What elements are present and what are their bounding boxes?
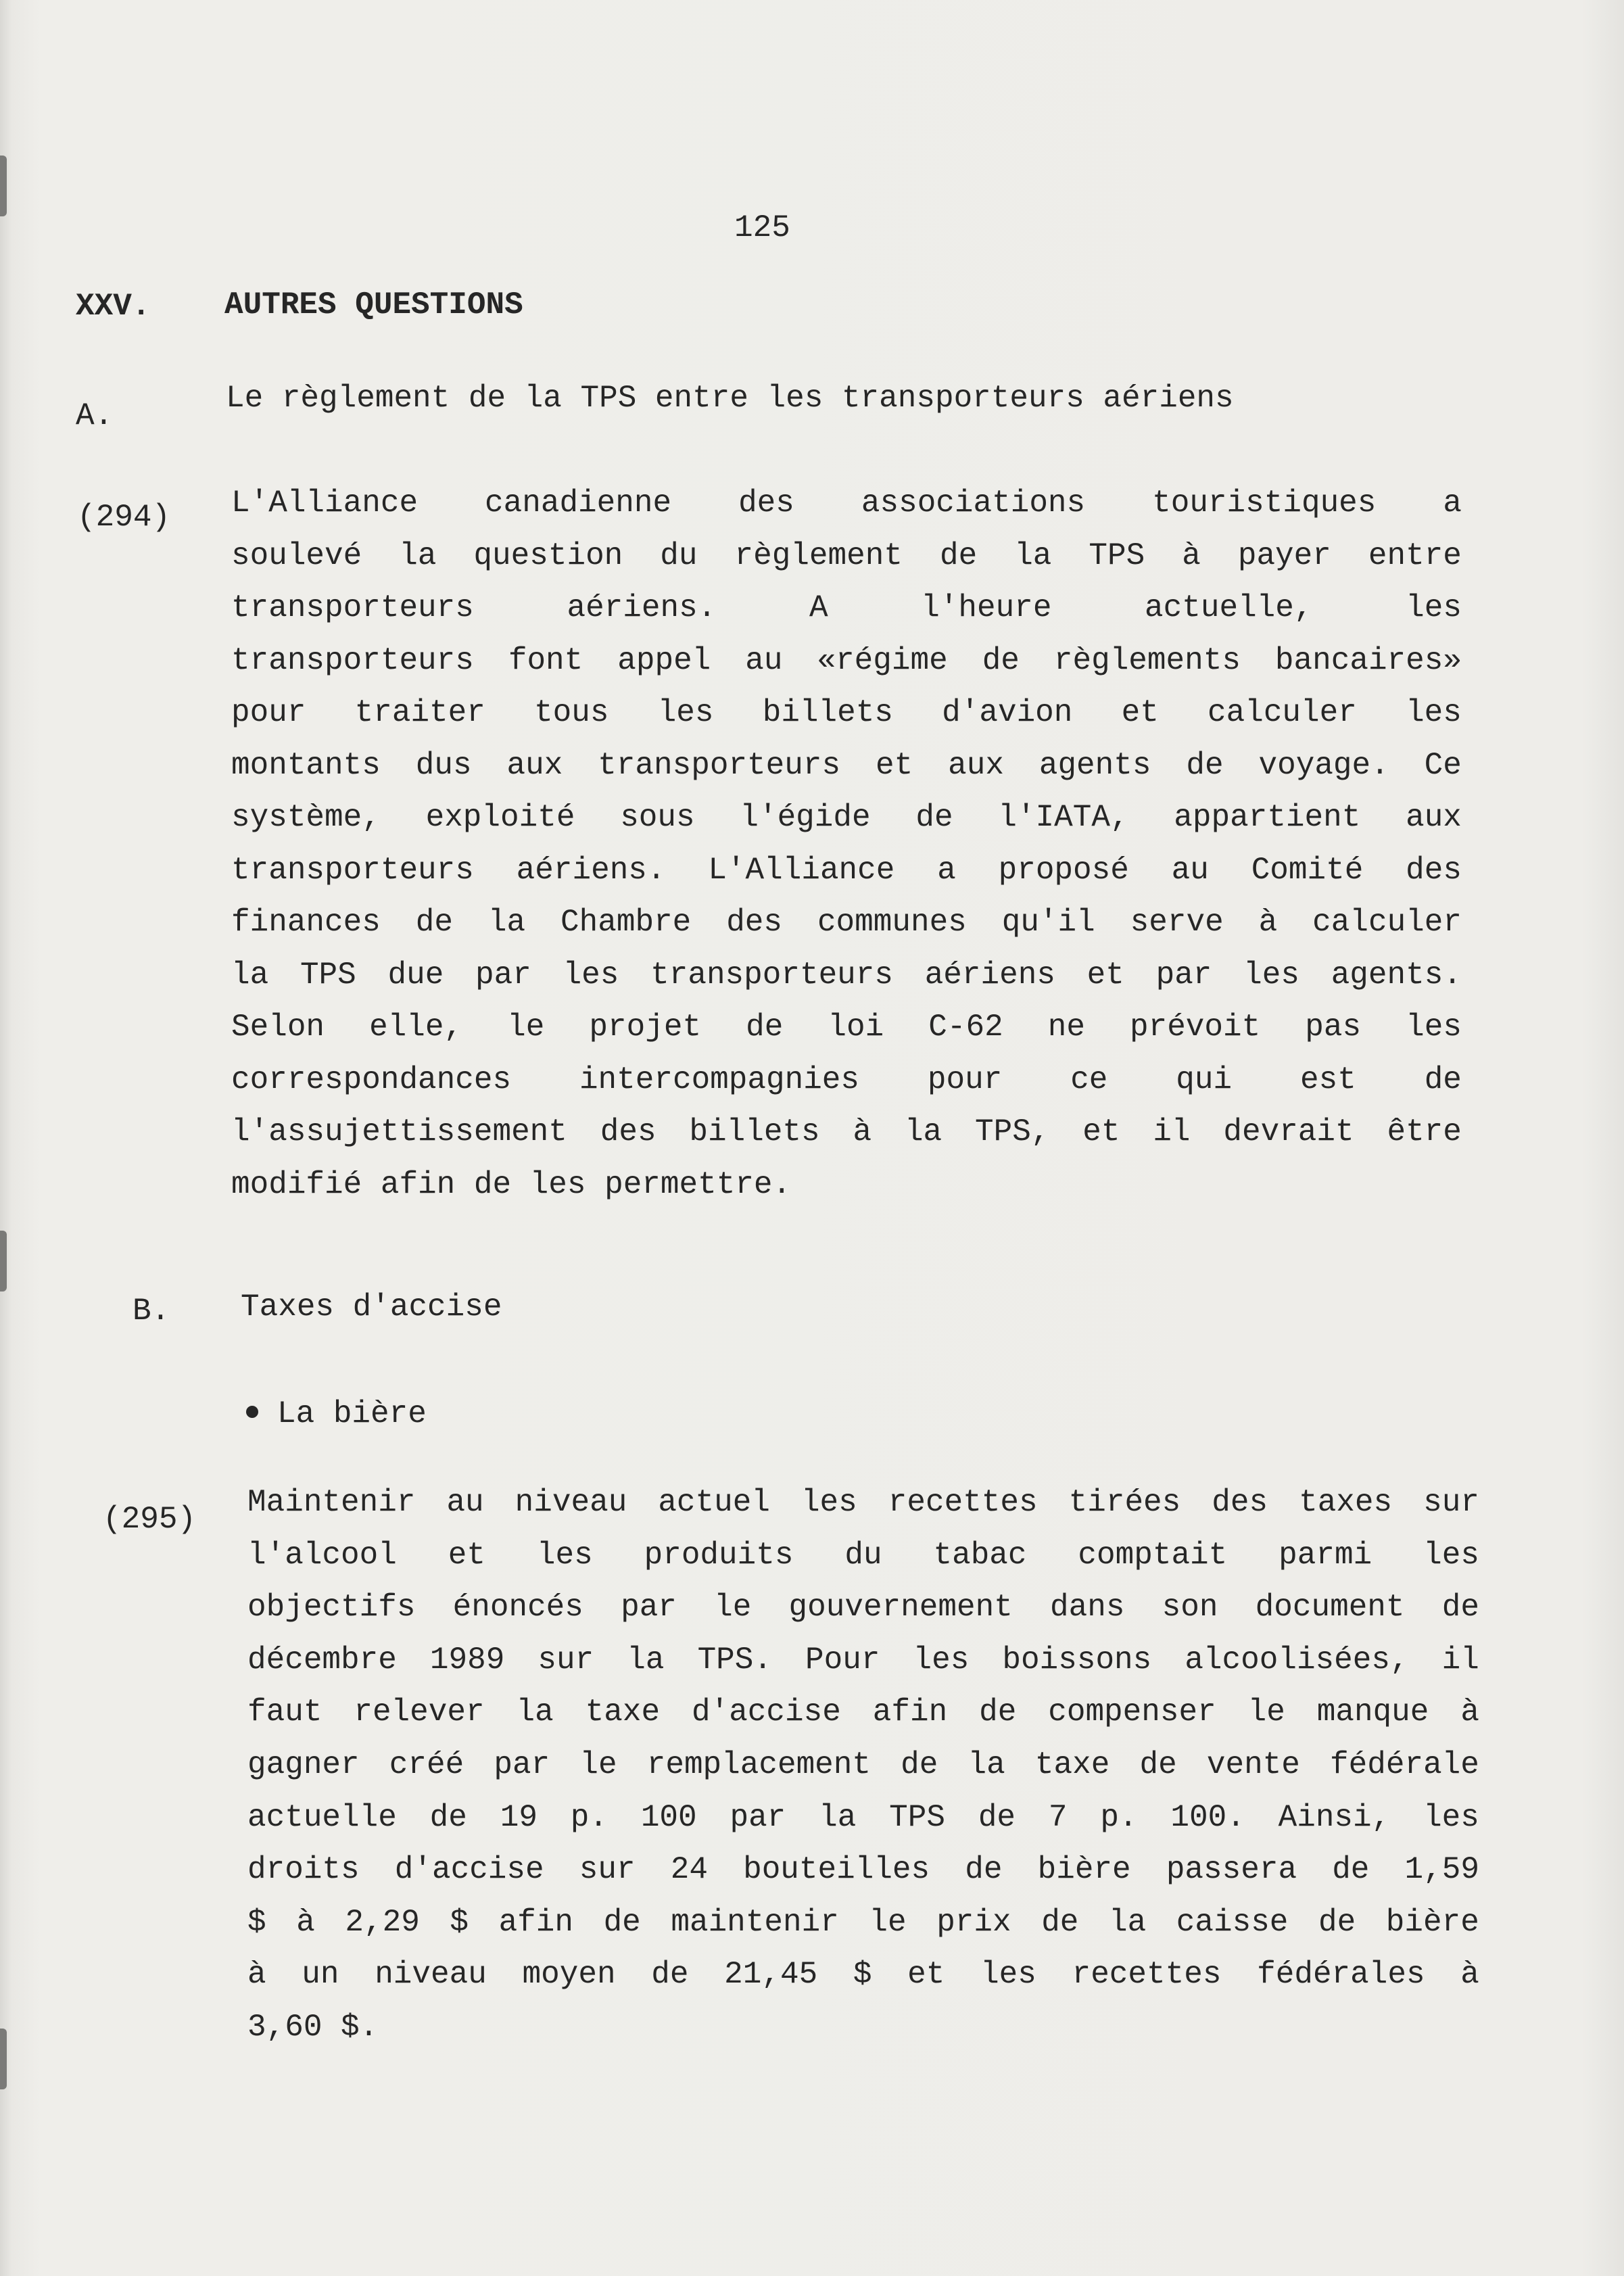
word: le (1247, 1694, 1285, 1730)
word: Pour (805, 1642, 880, 1678)
paragraph-line (247, 1694, 1479, 1730)
word: recettes (888, 1485, 1038, 1520)
word: du (660, 538, 698, 573)
section-number: XXV. (76, 289, 151, 324)
word: taxes (1299, 1485, 1393, 1520)
word: intercompagnies (579, 1062, 860, 1097)
word: de (746, 1010, 784, 1045)
word: de (1186, 747, 1224, 783)
word: bouteilles (743, 1852, 930, 1888)
word: tirées (1068, 1485, 1181, 1520)
word: Ce (1424, 747, 1462, 783)
word: la (231, 957, 269, 993)
bullet-item-label: La bière (277, 1396, 427, 1431)
paragraph-line (247, 1538, 1479, 1573)
word: aux (1406, 800, 1462, 835)
section-title: AUTRES QUESTIONS (224, 287, 523, 323)
word: par (1155, 957, 1212, 993)
word: des (600, 1114, 656, 1149)
paragraph-line: modifié afin de les permettre. (231, 1166, 792, 1202)
word: sur (1423, 1485, 1479, 1520)
word: a (937, 852, 956, 888)
word: par (621, 1590, 677, 1626)
word: 100 (640, 1799, 697, 1835)
word: TPS (300, 957, 356, 993)
word: tabac (933, 1537, 1027, 1573)
word: $ (450, 1904, 469, 1940)
word: tous (534, 695, 609, 730)
word: maintenir (671, 1904, 839, 1940)
bullet-item (246, 1398, 427, 1429)
word: à (1182, 538, 1201, 573)
word: d'accise (394, 1852, 544, 1888)
paragraph-line (247, 1957, 1479, 1992)
word: la (399, 538, 437, 573)
word: et (875, 747, 913, 783)
word: transporteurs (231, 852, 474, 888)
word: les (980, 1957, 1036, 1993)
word: fédérale (1330, 1747, 1479, 1782)
word: comptait (1078, 1537, 1228, 1573)
word: de (1139, 1747, 1177, 1782)
word: les (536, 1537, 593, 1573)
word: et (1082, 1114, 1120, 1149)
word: règlement (734, 538, 903, 573)
subsection-b-letter: B. (133, 1294, 170, 1329)
word: question (473, 538, 623, 573)
word: être (1387, 1114, 1462, 1149)
word: p. (1100, 1799, 1138, 1835)
word: de (915, 800, 953, 835)
word: transporteurs (231, 590, 474, 625)
word: de (1332, 1852, 1370, 1888)
word: le (714, 1590, 752, 1626)
word: vente (1206, 1747, 1300, 1782)
word: système, (231, 800, 381, 835)
word: transporteurs (598, 747, 841, 783)
word: payer (1237, 538, 1331, 573)
paragraph-number-294: (294) (77, 500, 171, 535)
word: loi (828, 1010, 884, 1045)
word: aux (948, 747, 1004, 783)
word: transporteurs (650, 957, 893, 993)
word: bancaires» (1274, 642, 1462, 678)
word: au (446, 1485, 484, 1520)
word: qui (1176, 1062, 1233, 1097)
word: TPS (1089, 538, 1145, 573)
word: TPS (889, 1799, 945, 1835)
word: et (1086, 957, 1124, 993)
word: ce (1070, 1062, 1108, 1097)
word: les (657, 695, 714, 730)
word: bière (1385, 1904, 1479, 1940)
word: les (1406, 1010, 1462, 1045)
word: la (904, 1114, 942, 1149)
word: pas (1305, 1010, 1362, 1045)
word: recettes (1072, 1957, 1222, 1993)
word: à (296, 1904, 315, 1940)
word: Comité (1251, 852, 1364, 888)
word: appartient (1174, 800, 1361, 835)
word: et (907, 1957, 945, 1993)
word: les (1243, 957, 1299, 993)
paragraph-line (231, 905, 1462, 940)
word: boissons (1002, 1642, 1152, 1678)
word: par (730, 1799, 786, 1835)
word: son (1162, 1590, 1218, 1626)
word: 100. (1170, 1799, 1245, 1835)
word: sur (538, 1642, 594, 1678)
word: actuelle (247, 1799, 397, 1835)
word: par (475, 957, 531, 993)
word: de (1441, 1590, 1479, 1626)
word: calculer (1208, 695, 1357, 730)
word: afin (498, 1904, 573, 1940)
word: de (651, 1957, 689, 1993)
word: à (853, 1114, 872, 1149)
word: les (913, 1642, 970, 1678)
word: de (603, 1904, 641, 1940)
word: calculer (1312, 905, 1462, 940)
word: L'Alliance (231, 485, 419, 521)
word: dans (1050, 1590, 1125, 1626)
word: Maintenir (247, 1485, 416, 1520)
word: projet (589, 1010, 702, 1045)
word: font (508, 642, 583, 678)
word: de (415, 905, 453, 940)
word: décembre (247, 1642, 397, 1678)
word: actuelle, (1145, 590, 1313, 625)
word: la (627, 1642, 665, 1678)
word: faut (247, 1694, 323, 1730)
word: correspondances (231, 1062, 512, 1097)
word: par (494, 1747, 550, 1782)
word: exploité (425, 800, 575, 835)
word: elle, (369, 1010, 463, 1045)
word: au (1171, 852, 1209, 888)
word: appel (617, 642, 711, 678)
word: les (1406, 695, 1462, 730)
word: document (1255, 1590, 1405, 1626)
word: pour (231, 695, 306, 730)
word: devrait (1223, 1114, 1354, 1149)
word: est (1300, 1062, 1356, 1097)
word: de (901, 1747, 938, 1782)
word: 24 (670, 1852, 708, 1888)
word: caisse (1176, 1904, 1289, 1940)
word: billets (689, 1114, 820, 1149)
word: relever (354, 1694, 485, 1730)
word: de (979, 1694, 1017, 1730)
word: taxe (1034, 1747, 1110, 1782)
paragraph-line (231, 1062, 1462, 1097)
word: touristiques (1152, 485, 1377, 521)
word: C-62 (928, 1010, 1003, 1045)
word: montants (231, 747, 381, 783)
word: 7 (1048, 1799, 1068, 1835)
word: L'Alliance (708, 852, 895, 888)
word: due (387, 957, 444, 993)
word: le (579, 1747, 617, 1782)
word: $ (853, 1957, 872, 1993)
word: de (982, 642, 1020, 678)
binding-edge-mark (0, 156, 7, 216)
word: l'égide (740, 800, 871, 835)
word: manque (1316, 1694, 1429, 1730)
word: communes (817, 905, 967, 940)
paragraph-line (231, 643, 1462, 678)
word: le (507, 1010, 545, 1045)
word: d'accise (691, 1694, 841, 1730)
word: d'avion (942, 695, 1073, 730)
subsection-b-title: Taxes d'accise (241, 1289, 502, 1325)
word: $ (247, 1904, 266, 1940)
word: A (809, 590, 828, 625)
word: niveau (515, 1485, 627, 1520)
word: les (1423, 1799, 1479, 1835)
paragraph-line (231, 800, 1462, 835)
word: des (1406, 852, 1462, 888)
word: de (978, 1799, 1016, 1835)
paragraph-line (231, 538, 1462, 573)
word: les (1423, 1537, 1479, 1573)
word: alcoolisées, (1185, 1642, 1409, 1678)
word: dus (415, 747, 472, 783)
binding-edge-mark (0, 2029, 7, 2089)
word: le (869, 1904, 907, 1940)
word: billets (762, 695, 893, 730)
subsection-a-title: Le règlement de la TPS entre les transporteurs aériens (226, 381, 1234, 416)
word: objectifs (247, 1590, 416, 1626)
word: TPS. (697, 1642, 772, 1678)
word: soulevé (231, 538, 362, 573)
word: des (738, 485, 794, 521)
word: compenser (1048, 1694, 1216, 1730)
word: TPS, (975, 1114, 1050, 1149)
word: remplacement (646, 1747, 871, 1782)
word: bière (1037, 1852, 1131, 1888)
word: parmi (1279, 1537, 1372, 1573)
word: les (1406, 590, 1462, 625)
word: énoncés (452, 1590, 583, 1626)
word: voyage. (1258, 747, 1389, 783)
word: passera (1166, 1852, 1297, 1888)
word: fédérales (1257, 1957, 1425, 1993)
word: qu'il (1001, 905, 1095, 940)
paragraph-line (247, 1747, 1479, 1782)
word: de (1318, 1904, 1356, 1940)
word: l'heure (921, 590, 1052, 625)
word: à (1460, 1957, 1479, 1993)
word: 21,45 (724, 1957, 818, 1993)
word: prix (936, 1904, 1011, 1940)
paragraph-line (247, 1852, 1479, 1887)
word: de (1424, 1062, 1462, 1097)
word: 1989 (429, 1642, 505, 1678)
word: il (1153, 1114, 1191, 1149)
word: créé (389, 1747, 464, 1782)
word: des (1212, 1485, 1268, 1520)
word: sur (579, 1852, 636, 1888)
paragraph-line (231, 748, 1462, 783)
word: Ainsi, (1278, 1799, 1391, 1835)
word: pour (927, 1062, 1003, 1097)
paragraph-line (247, 1800, 1479, 1835)
word: traiter (354, 695, 485, 730)
word: l'IATA, (998, 800, 1129, 835)
subsection-a-letter: A. (76, 398, 114, 433)
word: l'assujettissement (231, 1114, 567, 1149)
word: la (516, 1694, 554, 1730)
word: aériens. (567, 590, 717, 625)
word: aériens. (516, 852, 666, 888)
binding-edge-mark (0, 1231, 7, 1291)
word: droits (247, 1852, 360, 1888)
word: niveau (375, 1957, 487, 1993)
word: et (1121, 695, 1159, 730)
word: gouvernement (788, 1590, 1013, 1626)
word: actuel (658, 1485, 770, 1520)
word: Chambre (560, 905, 692, 940)
word: Selon (231, 1010, 325, 1045)
paragraph-line (247, 1590, 1479, 1625)
paragraph-line (231, 485, 1462, 521)
word: à (1460, 1694, 1479, 1730)
word: ne (1047, 1010, 1085, 1045)
word: les (563, 957, 619, 993)
word: la (1108, 1904, 1147, 1940)
word: taxe (585, 1694, 661, 1730)
word: l'alcool (247, 1537, 397, 1573)
word: canadienne (485, 485, 672, 521)
word: 19 (500, 1799, 538, 1835)
paragraph-line: 3,60 $. (247, 2010, 379, 2045)
word: du (844, 1537, 882, 1573)
word: 1,59 (1404, 1852, 1479, 1888)
word: de (939, 538, 978, 573)
word: et (448, 1537, 485, 1573)
paragraph-line (247, 1642, 1479, 1678)
word: afin (872, 1694, 948, 1730)
word: à (1258, 905, 1278, 940)
word: la (487, 905, 526, 940)
word: des (726, 905, 783, 940)
word: il (1441, 1642, 1479, 1678)
word: agents. (1331, 957, 1462, 993)
word: à (247, 1957, 266, 1993)
word: transporteurs (231, 642, 474, 678)
word: finances (231, 905, 381, 940)
word: serve (1130, 905, 1224, 940)
paragraph-line (231, 1114, 1462, 1149)
word: entre (1368, 538, 1462, 573)
paragraph-line (231, 695, 1462, 730)
word: la (968, 1747, 1005, 1782)
word: de (965, 1852, 1003, 1888)
word: règlements (1053, 642, 1241, 678)
paragraph-line (247, 1905, 1479, 1940)
paragraph-line (231, 957, 1462, 993)
paragraph-line (247, 1485, 1479, 1520)
paragraph-number-295: (295) (103, 1502, 197, 1537)
word: la (1014, 538, 1052, 573)
word: de (429, 1799, 467, 1835)
word: la (819, 1799, 857, 1835)
word: gagner (247, 1747, 360, 1782)
word: prévoit (1129, 1010, 1261, 1045)
word: «régime (817, 642, 948, 678)
word: associations (861, 485, 1086, 521)
word: produits (644, 1537, 794, 1573)
paragraph-line (231, 853, 1462, 888)
paragraph-line (231, 590, 1462, 625)
page-number: 125 (734, 210, 790, 245)
paragraph-line (231, 1010, 1462, 1045)
word: moyen (522, 1957, 616, 1993)
word: aériens (924, 957, 1055, 993)
word: agents (1038, 747, 1151, 783)
word: sous (620, 800, 695, 835)
word: au (745, 642, 783, 678)
word: p. (570, 1799, 608, 1835)
word: de (1041, 1904, 1079, 1940)
word: proposé (998, 852, 1129, 888)
word: un (302, 1957, 339, 1993)
word: a (1443, 485, 1462, 521)
word: 2,29 (345, 1904, 420, 1940)
word: les (801, 1485, 857, 1520)
bullet-icon (246, 1406, 258, 1418)
word: aux (506, 747, 563, 783)
